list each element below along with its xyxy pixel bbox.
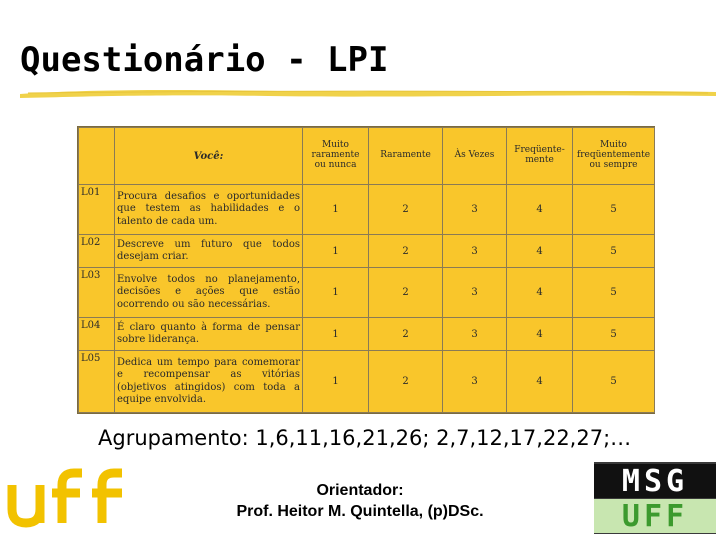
- row-statement: Procura desafios e oportunidades que testem as habilidades e o talento de cada um.: [115, 185, 303, 235]
- orientador-label: Orientador:: [316, 482, 404, 499]
- row-value: 2: [369, 318, 443, 351]
- uff-logo-text: uff: [4, 448, 26, 467]
- row-value: 5: [573, 268, 655, 318]
- row-value: 2: [369, 268, 443, 318]
- msg-logo-bottom: UFF: [594, 499, 716, 533]
- table-row: [79, 268, 655, 318]
- table-row: [79, 235, 655, 268]
- row-value: 1: [303, 185, 369, 235]
- row-value: 5: [573, 351, 655, 413]
- row-value: 3: [443, 268, 507, 318]
- slide-title: Questionário - LPI: [20, 40, 389, 80]
- header-col-4: Freqüente-mente: [507, 128, 573, 185]
- row-value: 3: [443, 351, 507, 413]
- row-value: 4: [507, 318, 573, 351]
- uff-logo: [4, 448, 138, 529]
- row-code: L03: [79, 268, 115, 318]
- header-col-5: Muito freqüentemente ou sempre: [573, 128, 655, 185]
- row-statement: É claro quanto à forma de pensar sobre liderança.: [115, 318, 303, 351]
- header-voce: Você:: [115, 128, 303, 185]
- row-value: 4: [507, 351, 573, 413]
- title-underline: [18, 86, 718, 100]
- table-row: [79, 318, 655, 351]
- row-code: L04: [79, 318, 115, 351]
- row-value: 4: [507, 268, 573, 318]
- msg-logo-top: MSG: [594, 464, 716, 498]
- row-value: 5: [573, 235, 655, 268]
- orientador-name: Prof. Heitor M. Quintella, (p)DSc.: [236, 503, 484, 520]
- agrupamento-text: Agrupamento: 1,6,11,16,21,26; 2,7,12,17,22,27;…: [98, 426, 632, 450]
- row-statement: Descreve um futuro que todos desejam criar.: [115, 235, 303, 268]
- row-value: 1: [303, 268, 369, 318]
- row-value: 5: [573, 318, 655, 351]
- header-col-2: Raramente: [369, 128, 443, 185]
- row-code: L01: [79, 185, 115, 235]
- table-row: [79, 185, 655, 235]
- header-col-1: Muito raramente ou nunca: [303, 128, 369, 185]
- row-value: 1: [303, 318, 369, 351]
- table-header-row: [79, 128, 655, 185]
- row-value: 1: [303, 235, 369, 268]
- row-statement: Dedica um tempo para comemorar e recompensar as vitórias (objetivos atingidos) com toda a equipe envolvida.: [115, 351, 303, 413]
- lpi-questionnaire-table: [77, 126, 655, 414]
- row-code: L05: [79, 351, 115, 413]
- row-value: 4: [507, 235, 573, 268]
- row-value: 2: [369, 351, 443, 413]
- row-value: 3: [443, 185, 507, 235]
- header-col-3: Às Vezes: [443, 128, 507, 185]
- row-value: 3: [443, 318, 507, 351]
- row-value: 2: [369, 185, 443, 235]
- header-blank: [79, 128, 115, 185]
- row-value: 5: [573, 185, 655, 235]
- msg-uff-logo: [594, 462, 716, 534]
- orientador-block: [200, 480, 520, 522]
- row-value: 4: [507, 185, 573, 235]
- row-statement: Envolve todos no planejamento, decisões e ações que estão ocorrendo ou são necessárias.: [115, 268, 303, 318]
- row-value: 1: [303, 351, 369, 413]
- table-row: [79, 351, 655, 413]
- row-value: 3: [443, 235, 507, 268]
- row-value: 2: [369, 235, 443, 268]
- row-code: L02: [79, 235, 115, 268]
